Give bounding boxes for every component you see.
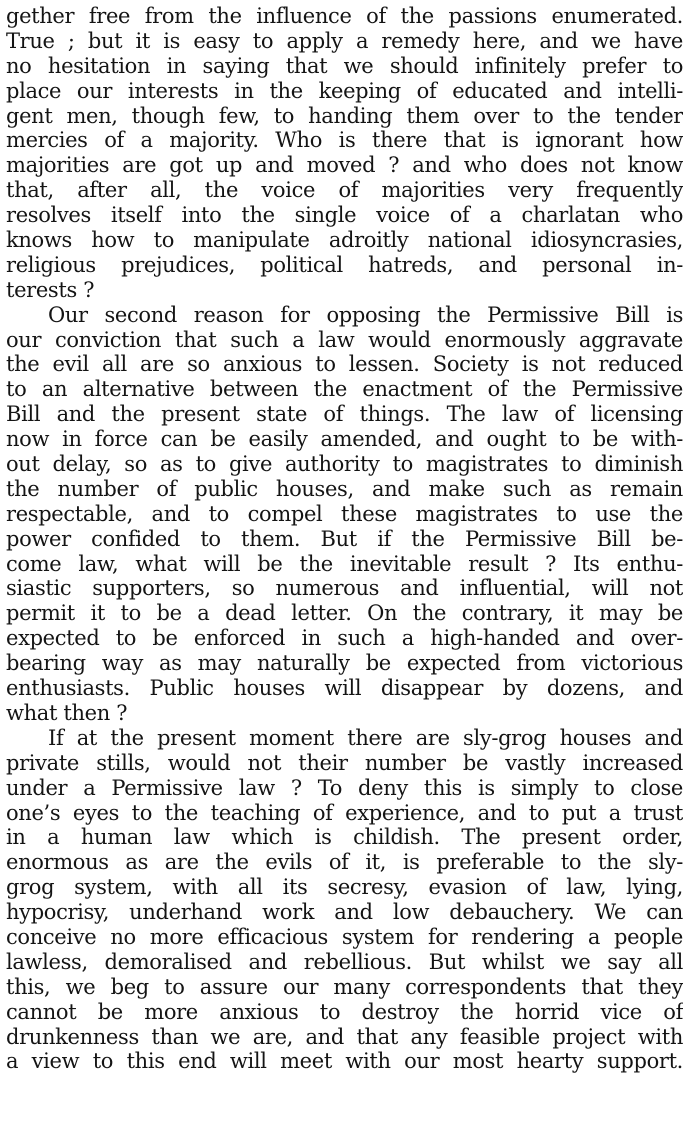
text-line: power confided to them. But if the Permissive Bill be- <box>6 526 683 551</box>
text-line: Bill and the present state of things. The law of licensing <box>6 402 683 427</box>
text-line: permit it to be a dead letter. On the contrary, it may be <box>6 601 683 626</box>
text-line: in a human law which is childish. The present order, <box>6 825 683 850</box>
text-line: under a Permissive law ? To deny this is simply to close <box>6 775 683 800</box>
text-line: True ; but it is easy to apply a remedy here, and we have <box>6 28 683 53</box>
text-line: respectable, and to compel these magistrates to use the <box>6 501 683 526</box>
text-line: Our second reason for opposing the Permissive Bill is <box>48 302 683 327</box>
text-line: knows how to manipulate adroitly national idiosyncrasies, <box>6 228 683 253</box>
text-line: cannot be more anxious to destroy the horrid vice of <box>6 999 683 1024</box>
text-line: place our interests in the keeping of educated and intelli- <box>6 78 683 103</box>
text-line: lawless, demoralised and rebellious. But whilst we say all <box>6 949 683 974</box>
text-line: to an alternative between the enactment of the Permissive <box>6 377 683 402</box>
text-line: one’s eyes to the teaching of experience, and to put a trust <box>6 800 683 825</box>
text-line: come law, what will be the inevitable result ? Its enthu- <box>6 551 683 576</box>
text-line: hypocrisy, underhand work and low debauchery. We can <box>6 900 683 925</box>
text-line: gent men, though few, to handing them over to the tender <box>6 103 683 128</box>
text-line: this, we beg to assure our many correspondents that they <box>6 974 683 999</box>
text-line: private stills, would not their number be vastly increased <box>6 750 683 775</box>
text-line: grog system, with all its secresy, evasion of law, lying, <box>6 875 683 900</box>
text-line: the number of public houses, and make such as remain <box>6 476 683 501</box>
text-line: siastic supporters, so numerous and influential, will not <box>6 576 683 601</box>
paragraph-majorities <box>6 4 683 303</box>
text-line: out delay, so as to give authority to magistrates to diminish <box>6 452 683 477</box>
text-line: what then ? <box>6 700 128 725</box>
text-line: enthusiasts. Public houses will disappear by dozens, and <box>6 676 683 701</box>
text-line: religious prejudices, political hatreds, and personal in- <box>6 252 683 277</box>
text-line: conceive no more efficacious system for rendering a people <box>6 924 683 949</box>
text-line: that, after all, the voice of majorities very frequently <box>6 178 683 203</box>
paragraph-sly-grog <box>6 726 683 1074</box>
text-line: terests ? <box>6 277 95 302</box>
text-line: majorities are got up and moved ? and who does not know <box>6 153 683 178</box>
paragraph-permissive-bill <box>6 303 683 726</box>
text-line: no hesitation in saying that we should infinitely prefer to <box>6 53 683 78</box>
text-line: expected to be enforced in such a high-handed and over- <box>6 626 683 651</box>
text-line: bearing way as may naturally be expected from victorious <box>6 651 683 676</box>
text-line: mercies of a majority. Who is there that is ignorant how <box>6 128 683 153</box>
text-line: resolves itself into the single voice of a charlatan who <box>6 203 683 228</box>
text-line: gether free from the influence of the passions enumerated. <box>6 4 683 28</box>
text-line: our conviction that such a law would enormously aggravate <box>6 327 683 352</box>
text-line: enormous as are the evils of it, is preferable to the sly- <box>6 850 683 875</box>
text-line: now in force can be easily amended, and ought to be with- <box>6 427 683 452</box>
text-line: the evil all are so anxious to lessen. Society is not reduced <box>6 352 683 377</box>
text-line: If at the present moment there are sly-grog houses and <box>48 725 683 750</box>
text-line: a view to this end will meet with our most hearty support. <box>6 1049 683 1074</box>
text-line: drunkenness than we are, and that any feasible project with <box>6 1024 683 1049</box>
